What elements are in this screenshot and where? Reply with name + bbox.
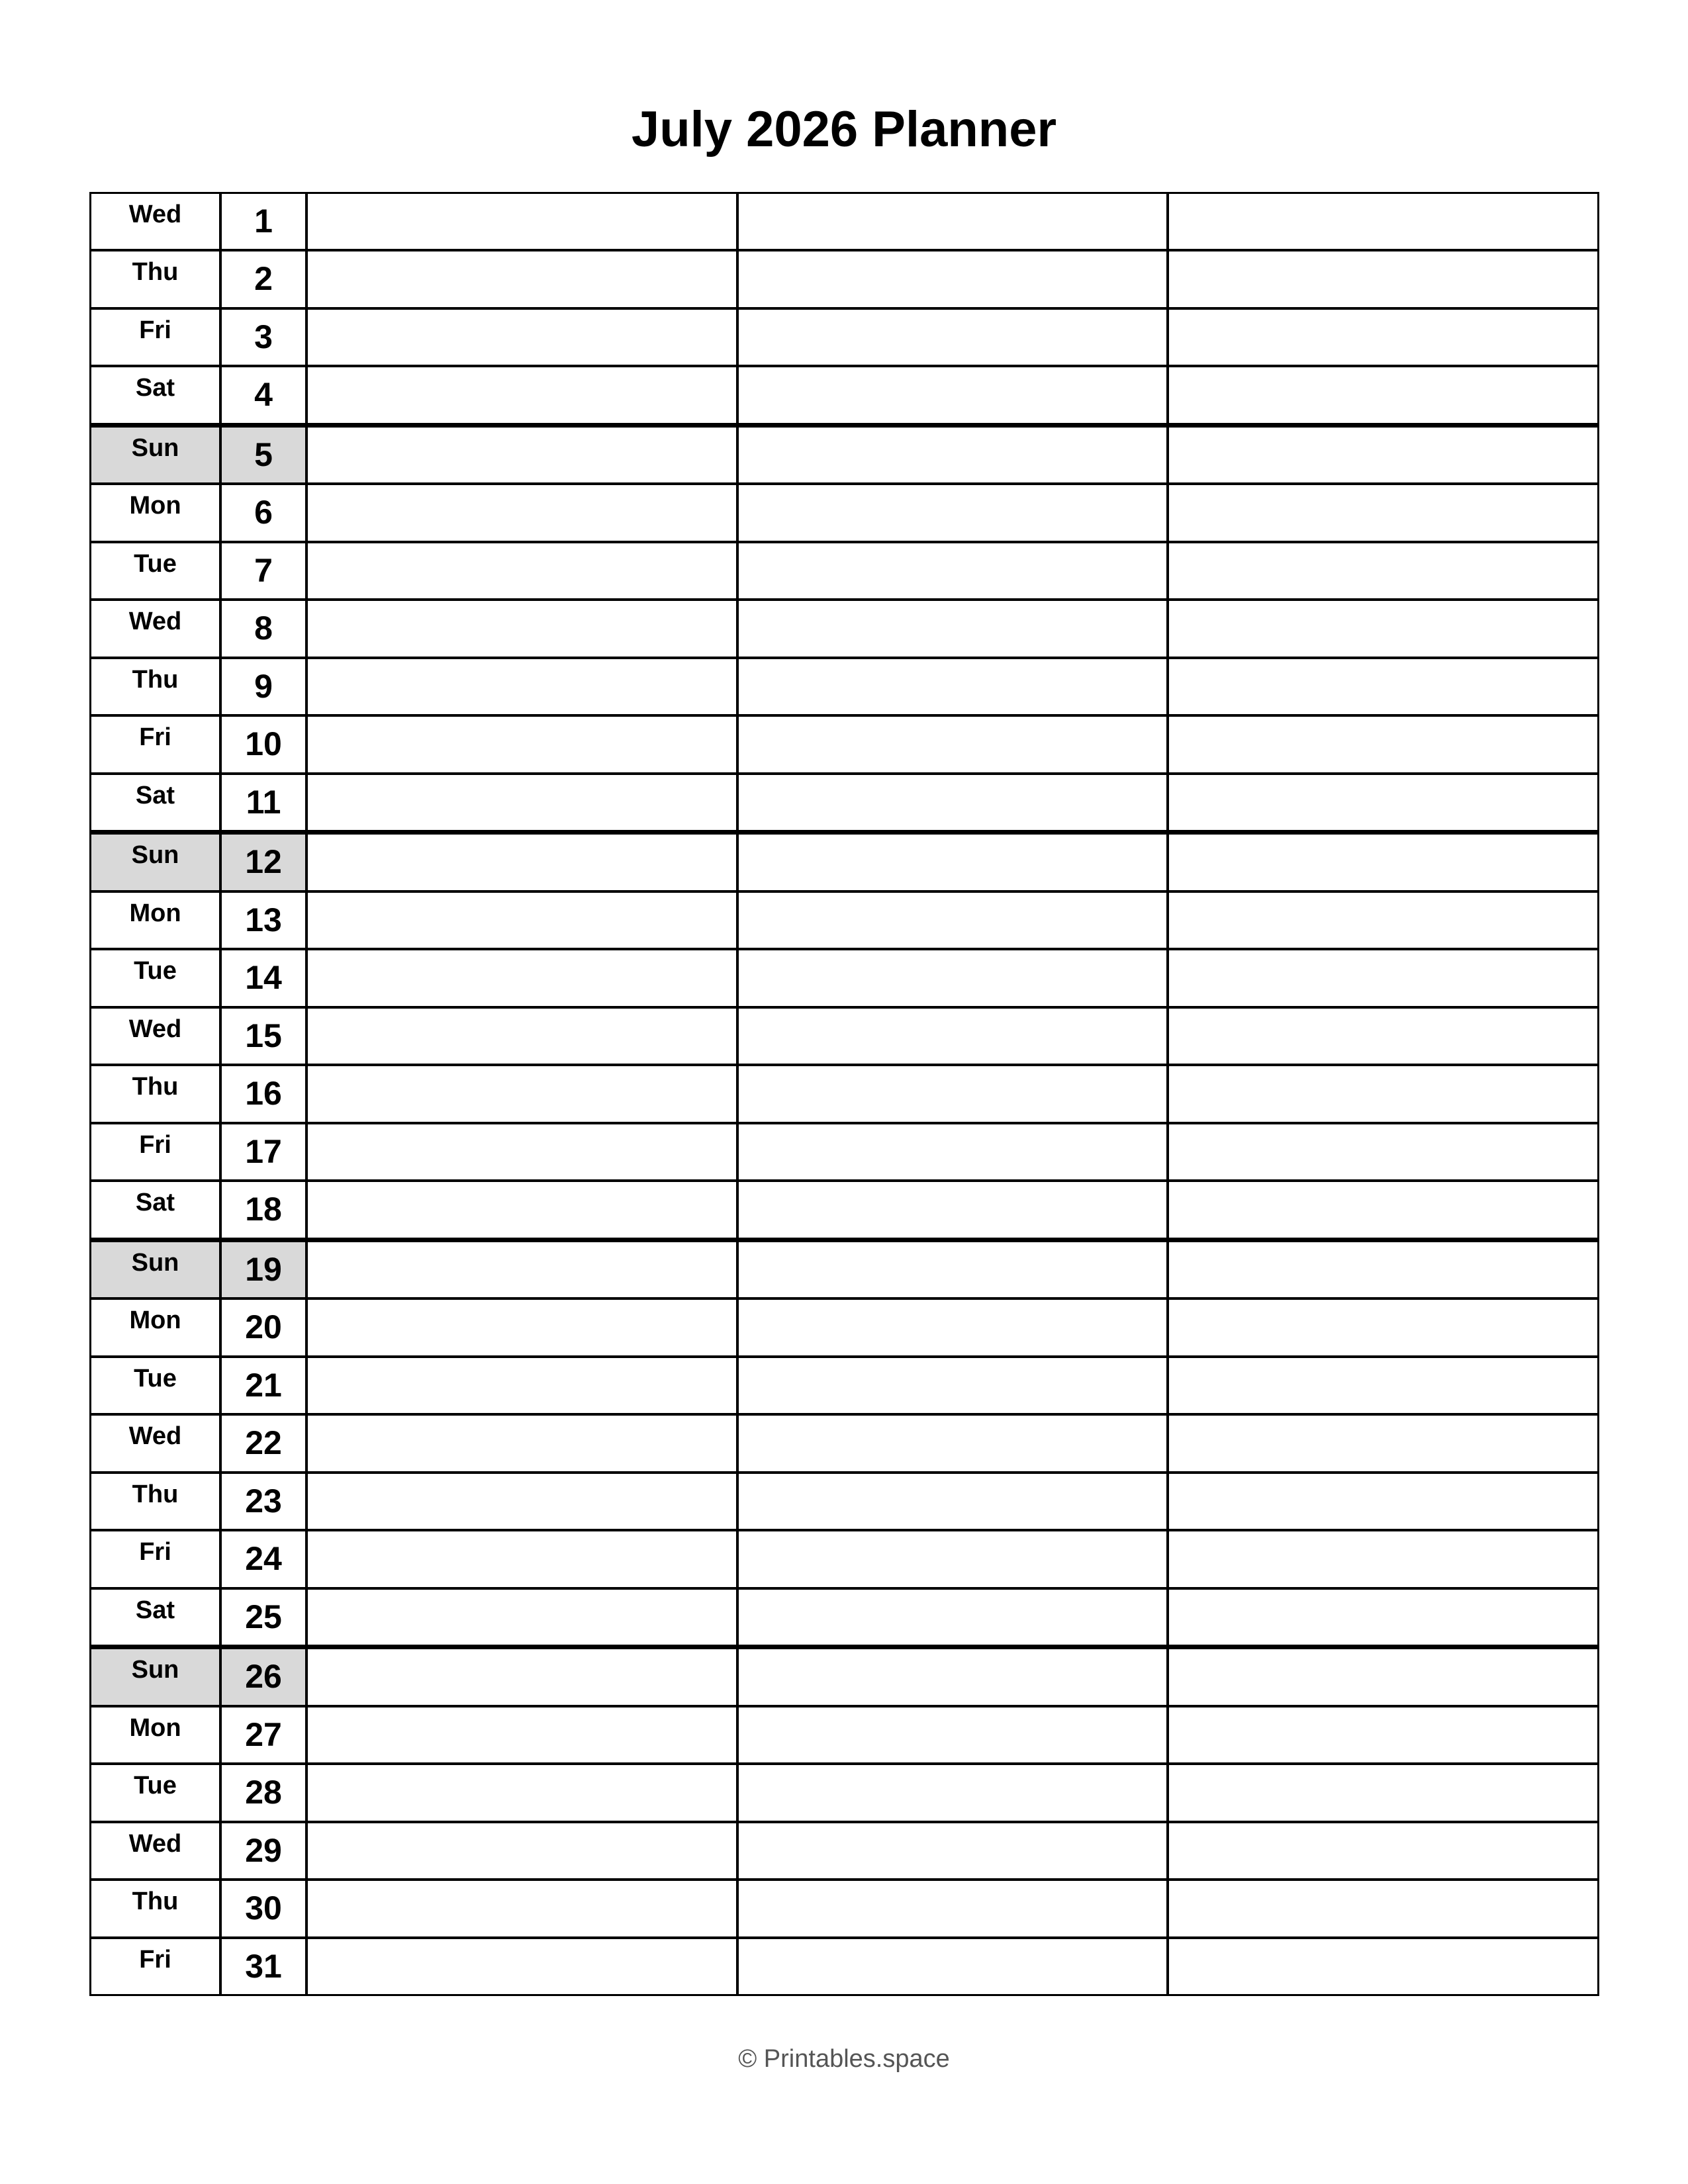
weekday-label: Mon <box>129 899 181 927</box>
planner-row <box>91 1936 1597 1994</box>
note-cell[interactable] <box>736 1649 1167 1704</box>
planner-row <box>91 1122 1597 1179</box>
planner-row <box>91 1645 1597 1704</box>
note-cell[interactable] <box>1166 1124 1597 1179</box>
note-cell[interactable] <box>305 893 736 948</box>
note-cell[interactable] <box>305 428 736 482</box>
date-number: 25 <box>219 1590 305 1645</box>
note-cell[interactable] <box>305 1009 736 1064</box>
note-cell[interactable] <box>736 717 1167 772</box>
note-cell[interactable] <box>1166 428 1597 482</box>
planner-row <box>91 482 1597 540</box>
weekday-label: Thu <box>132 258 179 287</box>
note-cell[interactable] <box>1166 1182 1597 1237</box>
weekday-label: Tue <box>134 957 177 985</box>
note-cell[interactable] <box>305 1939 736 1994</box>
weekday-label: Sat <box>135 1189 175 1217</box>
note-cell[interactable] <box>736 428 1167 482</box>
weekday-label: Sun <box>91 428 219 482</box>
note-cell[interactable] <box>736 543 1167 598</box>
note-cell[interactable] <box>736 1358 1167 1413</box>
date-number: 20 <box>219 1300 305 1355</box>
planner-grid <box>89 192 1599 1996</box>
planner-row <box>91 1355 1597 1413</box>
weekday-label: Fri <box>139 1945 171 1974</box>
weekday-label: Mon <box>129 1713 181 1742</box>
note-cell[interactable] <box>736 1416 1167 1471</box>
date-number: 7 <box>219 543 305 598</box>
note-cell[interactable] <box>1166 1881 1597 1936</box>
note-cell[interactable] <box>305 194 736 249</box>
weekday-label: Wed <box>128 1422 182 1451</box>
copyright-footer: © Printables.space <box>738 2045 950 2073</box>
note-cell[interactable] <box>736 367 1167 422</box>
note-cell[interactable] <box>1166 367 1597 422</box>
note-cell[interactable] <box>305 835 736 889</box>
note-cell[interactable] <box>305 1765 736 1820</box>
note-cell[interactable] <box>305 775 736 830</box>
date-number: 27 <box>219 1707 305 1762</box>
weekday-label: Wed <box>128 1015 182 1043</box>
planner-row <box>91 1006 1597 1064</box>
note-cell[interactable] <box>736 1242 1167 1297</box>
date-number: 5 <box>219 428 305 482</box>
planner-row <box>91 772 1597 830</box>
note-cell[interactable] <box>1166 1066 1597 1121</box>
planner-row <box>91 598 1597 656</box>
planner-row <box>91 423 1597 482</box>
date-number: 26 <box>219 1649 305 1704</box>
weekday-label: Sat <box>135 1596 175 1624</box>
planner-row <box>91 194 1597 249</box>
date-number: 11 <box>219 775 305 830</box>
note-cell[interactable] <box>305 659 736 714</box>
note-cell[interactable] <box>305 1823 736 1878</box>
note-cell[interactable] <box>1166 1009 1597 1064</box>
date-number: 14 <box>219 950 305 1005</box>
weekday-label: Tue <box>134 549 177 578</box>
weekday-label: Fri <box>139 316 171 344</box>
note-cell[interactable] <box>1166 1823 1597 1878</box>
planner-row <box>91 1762 1597 1820</box>
planner-row <box>91 1705 1597 1762</box>
note-cell[interactable] <box>736 1939 1167 1994</box>
date-number: 3 <box>219 310 305 365</box>
note-cell[interactable] <box>736 1707 1167 1762</box>
note-cell[interactable] <box>736 950 1167 1005</box>
note-cell[interactable] <box>736 1300 1167 1355</box>
note-cell[interactable] <box>305 717 736 772</box>
planner-row <box>91 1471 1597 1529</box>
note-cell[interactable] <box>1166 1358 1597 1413</box>
date-number: 22 <box>219 1416 305 1471</box>
weekday-label: Sun <box>91 835 219 889</box>
note-cell[interactable] <box>736 1531 1167 1586</box>
note-cell[interactable] <box>1166 950 1597 1005</box>
weekday-label: Tue <box>134 1364 177 1392</box>
weekday-label: Wed <box>128 1829 182 1858</box>
planner-row <box>91 1179 1597 1237</box>
note-cell[interactable] <box>736 1881 1167 1936</box>
note-cell[interactable] <box>736 893 1167 948</box>
weekday-label: Fri <box>139 1538 171 1567</box>
note-cell[interactable] <box>736 1066 1167 1121</box>
note-cell[interactable] <box>736 659 1167 714</box>
note-cell[interactable] <box>1166 717 1597 772</box>
note-cell[interactable] <box>736 1474 1167 1529</box>
note-cell[interactable] <box>1166 251 1597 306</box>
note-cell[interactable] <box>736 1823 1167 1878</box>
note-cell[interactable] <box>305 1300 736 1355</box>
planner-row <box>91 1821 1597 1878</box>
date-number: 6 <box>219 485 305 540</box>
weekday-label: Sun <box>91 1242 219 1297</box>
planner-row <box>91 657 1597 714</box>
planner-row <box>91 1587 1597 1645</box>
planner-row <box>91 1878 1597 1936</box>
weekday-label: Wed <box>128 201 182 228</box>
note-cell[interactable] <box>1166 1531 1597 1586</box>
note-cell[interactable] <box>736 1765 1167 1820</box>
planner-row <box>91 1238 1597 1297</box>
note-cell[interactable] <box>305 1474 736 1529</box>
note-cell[interactable] <box>305 485 736 540</box>
weekday-label: Mon <box>129 1306 181 1335</box>
note-cell[interactable] <box>1166 835 1597 889</box>
date-number: 31 <box>219 1939 305 1994</box>
planner-row <box>91 830 1597 889</box>
date-number: 21 <box>219 1358 305 1413</box>
note-cell[interactable] <box>305 1242 736 1297</box>
note-cell[interactable] <box>1166 1242 1597 1297</box>
note-cell[interactable] <box>1166 775 1597 830</box>
note-cell[interactable] <box>1166 1474 1597 1529</box>
note-cell[interactable] <box>736 1124 1167 1179</box>
weekday-label: Thu <box>132 1480 179 1508</box>
note-cell[interactable] <box>1166 485 1597 540</box>
note-cell[interactable] <box>736 775 1167 830</box>
weekday-label: Sat <box>135 374 175 402</box>
note-cell[interactable] <box>1166 1707 1597 1762</box>
note-cell[interactable] <box>305 1182 736 1237</box>
date-number: 29 <box>219 1823 305 1878</box>
planner-row <box>91 249 1597 306</box>
note-cell[interactable] <box>305 950 736 1005</box>
planner-row <box>91 307 1597 365</box>
note-cell[interactable] <box>305 1416 736 1471</box>
note-cell[interactable] <box>305 1707 736 1762</box>
note-cell[interactable] <box>1166 310 1597 365</box>
note-cell[interactable] <box>305 310 736 365</box>
note-cell[interactable] <box>1166 194 1597 249</box>
note-cell[interactable] <box>305 1590 736 1645</box>
note-cell[interactable] <box>1166 543 1597 598</box>
date-number: 12 <box>219 835 305 889</box>
note-cell[interactable] <box>305 1358 736 1413</box>
planner-row <box>91 714 1597 772</box>
note-cell[interactable] <box>736 1182 1167 1237</box>
note-cell[interactable] <box>736 310 1167 365</box>
weekday-label: Fri <box>139 1130 171 1159</box>
planner-row <box>91 1413 1597 1471</box>
planner-row <box>91 1297 1597 1355</box>
note-cell[interactable] <box>305 543 736 598</box>
planner-row <box>91 948 1597 1005</box>
note-cell[interactable] <box>1166 1300 1597 1355</box>
weekday-label: Sat <box>135 781 175 809</box>
date-number: 10 <box>219 717 305 772</box>
weekday-label: Sun <box>91 1649 219 1704</box>
note-cell[interactable] <box>1166 601 1597 656</box>
date-number: 1 <box>219 194 305 249</box>
note-cell[interactable] <box>305 1649 736 1704</box>
weekday-label: Mon <box>129 492 181 520</box>
date-number: 13 <box>219 893 305 948</box>
note-cell[interactable] <box>1166 1765 1597 1820</box>
note-cell[interactable] <box>736 194 1167 249</box>
date-number: 4 <box>219 367 305 422</box>
note-cell[interactable] <box>305 367 736 422</box>
note-cell[interactable] <box>305 1531 736 1586</box>
planner-row <box>91 365 1597 422</box>
planner-row <box>91 890 1597 948</box>
note-cell[interactable] <box>1166 1416 1597 1471</box>
weekday-label: Tue <box>134 1772 177 1800</box>
note-cell[interactable] <box>305 1124 736 1179</box>
note-cell[interactable] <box>736 1009 1167 1064</box>
planner-row <box>91 541 1597 598</box>
date-number: 28 <box>219 1765 305 1820</box>
note-cell[interactable] <box>305 601 736 656</box>
note-cell[interactable] <box>305 251 736 306</box>
note-cell[interactable] <box>1166 893 1597 948</box>
date-number: 16 <box>219 1066 305 1121</box>
date-number: 2 <box>219 251 305 306</box>
note-cell[interactable] <box>1166 1649 1597 1704</box>
page-title: July 2026 Planner <box>631 101 1057 158</box>
weekday-label: Fri <box>139 723 171 752</box>
note-cell[interactable] <box>736 835 1167 889</box>
weekday-label: Thu <box>132 665 179 694</box>
date-number: 23 <box>219 1474 305 1529</box>
date-number: 17 <box>219 1124 305 1179</box>
note-cell[interactable] <box>736 601 1167 656</box>
weekday-label: Wed <box>128 608 182 636</box>
date-number: 8 <box>219 601 305 656</box>
note-cell[interactable] <box>305 1066 736 1121</box>
note-cell[interactable] <box>305 1881 736 1936</box>
note-cell[interactable] <box>736 251 1167 306</box>
planner-row <box>91 1064 1597 1121</box>
date-number: 30 <box>219 1881 305 1936</box>
date-number: 18 <box>219 1182 305 1237</box>
date-number: 9 <box>219 659 305 714</box>
weekday-label: Thu <box>132 1888 179 1916</box>
date-number: 19 <box>219 1242 305 1297</box>
planner-row <box>91 1529 1597 1586</box>
note-cell[interactable] <box>1166 1590 1597 1645</box>
date-number: 15 <box>219 1009 305 1064</box>
date-number: 24 <box>219 1531 305 1586</box>
note-cell[interactable] <box>736 1590 1167 1645</box>
note-cell[interactable] <box>1166 659 1597 714</box>
note-cell[interactable] <box>736 485 1167 540</box>
note-cell[interactable] <box>1166 1939 1597 1994</box>
weekday-label: Thu <box>132 1073 179 1101</box>
